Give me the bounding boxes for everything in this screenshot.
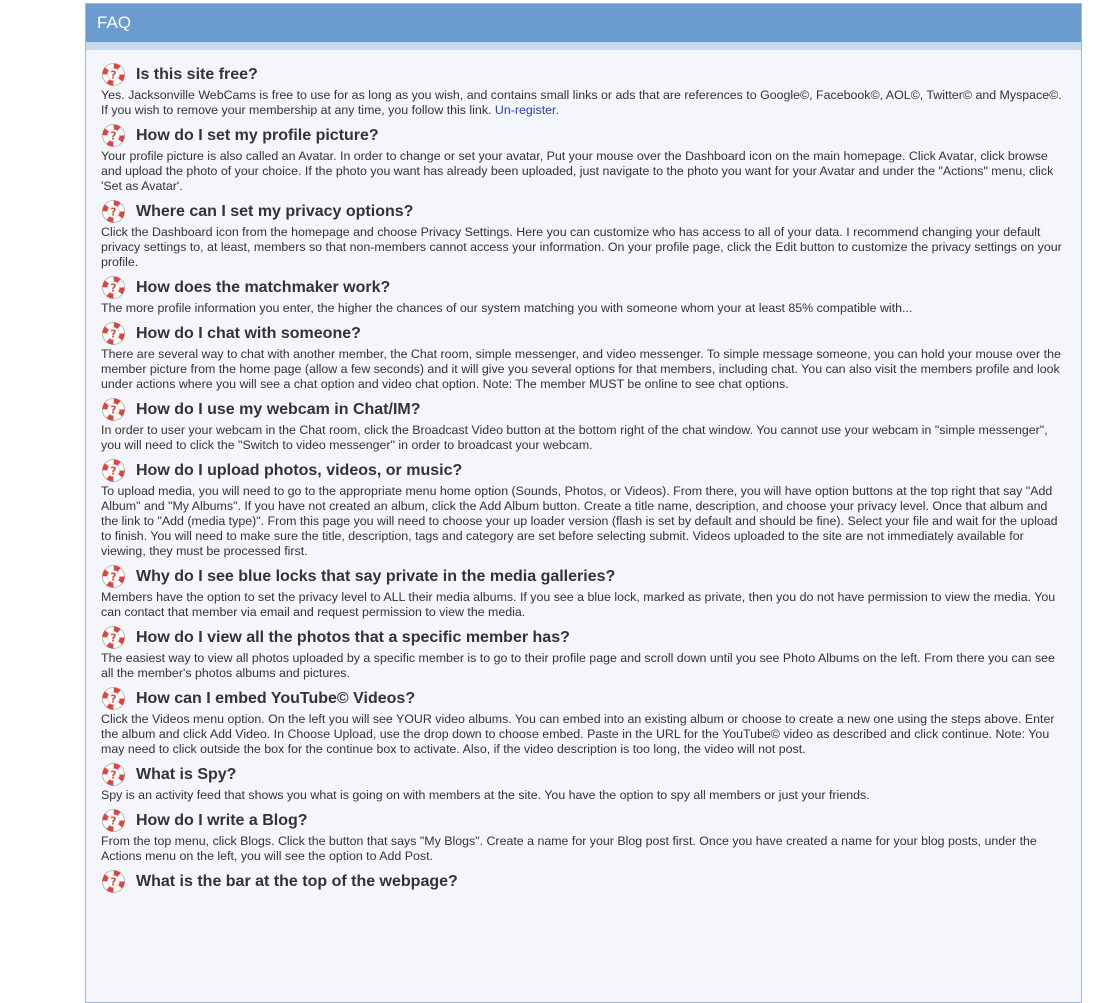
lifebuoy-question-icon [101,458,126,483]
faq-question: Why do I see blue locks that say private in the media galleries? [136,567,616,585]
svg-text:?: ? [110,69,117,82]
faq-answer [101,423,1067,453]
faq-question-row [101,62,1067,87]
faq-question-row [101,321,1067,346]
faq-answer [101,149,1067,194]
faq-question-row [101,199,1067,224]
faq-question: Where can I set my privacy options? [136,202,414,220]
faq-answer-text: The more profile information you enter, the higher the chances of our system matching you with someone whom your at least 85% compatible with... [101,301,913,315]
svg-text:?: ? [110,130,117,143]
faq-answer-text: There are several way to chat with another member, the Chat room, simple messenger, and video messenger. To simple message someone, you can hold your mouse over the member picture from the home page (allow a few seconds) and it will give you several options for that members, including chat. You can also visit the members profile and look under actions where you will see a chat option and video chat option. Note: The member MUST be online to see chat options. [101,347,1061,391]
faq-answer [101,788,1067,803]
svg-text:?: ? [110,465,117,478]
faq-item [101,686,1067,757]
faq-item [101,62,1067,118]
faq-panel [85,3,1082,1003]
faq-answer-text: In order to user your webcam in the Chat room, click the Broadcast Video button at the bottom right of the chat window. You cannot use your webcam in "simple messenger", you will need to click the "Switch to video messenger" in order to broadcast your webcam. [101,423,1048,452]
faq-answer-text: From the top menu, click Blogs. Click the button that says "My Blogs". Create a name for your Blog post first. Once you have created a name for your blog posts, under the Actions menu on the left, you will see the option to Add Post. [101,834,1037,863]
faq-answer-text: Members have the option to set the privacy level to ALL their media albums. If you see a blue lock, marked as private, then you do not have permission to view the media. You can contact that member via email and request permission to view the media. [101,590,1056,619]
faq-answer [101,651,1067,681]
faq-question-row [101,564,1067,589]
faq-question: How do I use my webcam in Chat/IM? [136,400,421,418]
faq-question: What is the bar at the top of the webpage? [136,872,458,890]
faq-question: What is Spy? [136,765,237,783]
unregister-link[interactable]: Un-register. [494,103,559,117]
faq-item [101,564,1067,620]
svg-text:?: ? [110,206,117,219]
faq-question-row [101,275,1067,300]
faq-answer [101,834,1067,864]
faq-question-row [101,686,1067,711]
faq-answer-text: Click the Videos menu option. On the left you will see YOUR video albums. You can embed into an existing album or choose to create a new one using the steps above. Enter the album and click Add Video. In Choose Upload, use the drop down to choose embed. Paste in the URL for the YouTube© video as described and click continue. Note: You may need to click outside the box for the continue box to activate. Also, if the video description is too long, the video will not post. [101,712,1055,756]
faq-item [101,123,1067,194]
svg-text:?: ? [110,693,117,706]
lifebuoy-question-icon [101,199,126,224]
svg-text:?: ? [110,282,117,295]
lifebuoy-question-icon [101,762,126,787]
faq-question: How do I set my profile picture? [136,126,379,144]
faq-item [101,397,1067,453]
faq-question: How do I view all the photos that a specific member has? [136,628,570,646]
svg-text:?: ? [110,328,117,341]
svg-text:?: ? [110,571,117,584]
faq-answer [101,347,1067,392]
faq-item [101,625,1067,681]
faq-answer-text: Your profile picture is also called an Avatar. In order to change or set your avatar, Put your mouse over the Dashboard icon on the main homepage. Click Avatar, click browse and upload the photo of your choice. If the photo you want has already been uploaded, just navigate to the photo you want for your Avatar and under the "Actions" menu, click 'Set as Avatar'. [101,149,1054,193]
faq-answer-text: The easiest way to view all photos uploaded by a specific member is to go to their profile page and scroll down until you see Photo Albums on the left. From there you can see all the member's photos albums and pictures. [101,651,1055,680]
faq-answer [101,88,1067,118]
faq-panel-title: FAQ [97,13,132,32]
svg-text:?: ? [110,404,117,417]
faq-item [101,762,1067,803]
faq-answer-text: To upload media, you will need to go to the appropriate menu home option (Sounds, Photos, or Videos). From there, you will have option buttons at the top right that say "Add Album" and "My Albums". If you have not created an album, click the Add Album button. Create a title name, description, and choose your privacy level. Once that album and the link to "Add (media type)". From this page you will need to choose your up loader version (flash is set by default and should be fine). Select your file and wait for the upload to finish. You will need to make sure the title, description, tags and category are set before selecting submit. Videos uploaded to the site are not immediately available for viewing, they must be processed first. [101,484,1058,558]
faq-question-row [101,808,1067,833]
faq-question-row [101,397,1067,422]
faq-answer-text: Click the Dashboard icon from the homepage and choose Privacy Settings. Here you can customize who has access to all of your data. I recommend changing your default privacy settings to, at least, members so that non-members cannot access your information. On your profile page, click the Edit button to customize the privacy settings on your profile. [101,225,1062,269]
faq-answer [101,484,1067,559]
svg-text:?: ? [110,876,117,889]
lifebuoy-question-icon [101,275,126,300]
faq-item [101,275,1067,316]
lifebuoy-question-icon [101,686,126,711]
faq-item [101,458,1067,559]
faq-answer [101,225,1067,270]
faq-list [86,50,1081,894]
faq-question-row [101,123,1067,148]
faq-answer-text: Yes. Jacksonville WebCams is free to use for as long as you wish, and contains small links or ads that are references to Google©, Facebook©, AOL©, Twitter© and Myspace©. If you wish to remove your membership at any time, you follow this link. [101,88,1062,117]
faq-answer-text: Spy is an activity feed that shows you what is going on with members at the site. You have the option to spy all members or just your friends. [101,788,870,802]
svg-text:?: ? [110,632,117,645]
faq-question: Is this site free? [136,65,258,83]
svg-text:?: ? [110,769,117,782]
faq-question-row [101,625,1067,650]
faq-question-row [101,458,1067,483]
lifebuoy-question-icon [101,869,126,894]
faq-panel-header [86,4,1081,50]
faq-question: How do I write a Blog? [136,811,308,829]
lifebuoy-question-icon [101,564,126,589]
faq-question-row [101,869,1067,894]
faq-question: How do I upload photos, videos, or music? [136,461,463,479]
faq-question: How can I embed YouTube© Videos? [136,689,416,707]
faq-question-row [101,762,1067,787]
faq-question: How do I chat with someone? [136,324,361,342]
lifebuoy-question-icon [101,321,126,346]
faq-question: How does the matchmaker work? [136,278,391,296]
faq-item [101,869,1067,894]
lifebuoy-question-icon [101,62,126,87]
faq-answer [101,301,1067,316]
svg-text:?: ? [110,815,117,828]
faq-answer [101,590,1067,620]
faq-item [101,199,1067,270]
lifebuoy-question-icon [101,625,126,650]
lifebuoy-question-icon [101,123,126,148]
faq-item [101,808,1067,864]
lifebuoy-question-icon [101,808,126,833]
faq-answer [101,712,1067,757]
faq-item [101,321,1067,392]
lifebuoy-question-icon [101,397,126,422]
